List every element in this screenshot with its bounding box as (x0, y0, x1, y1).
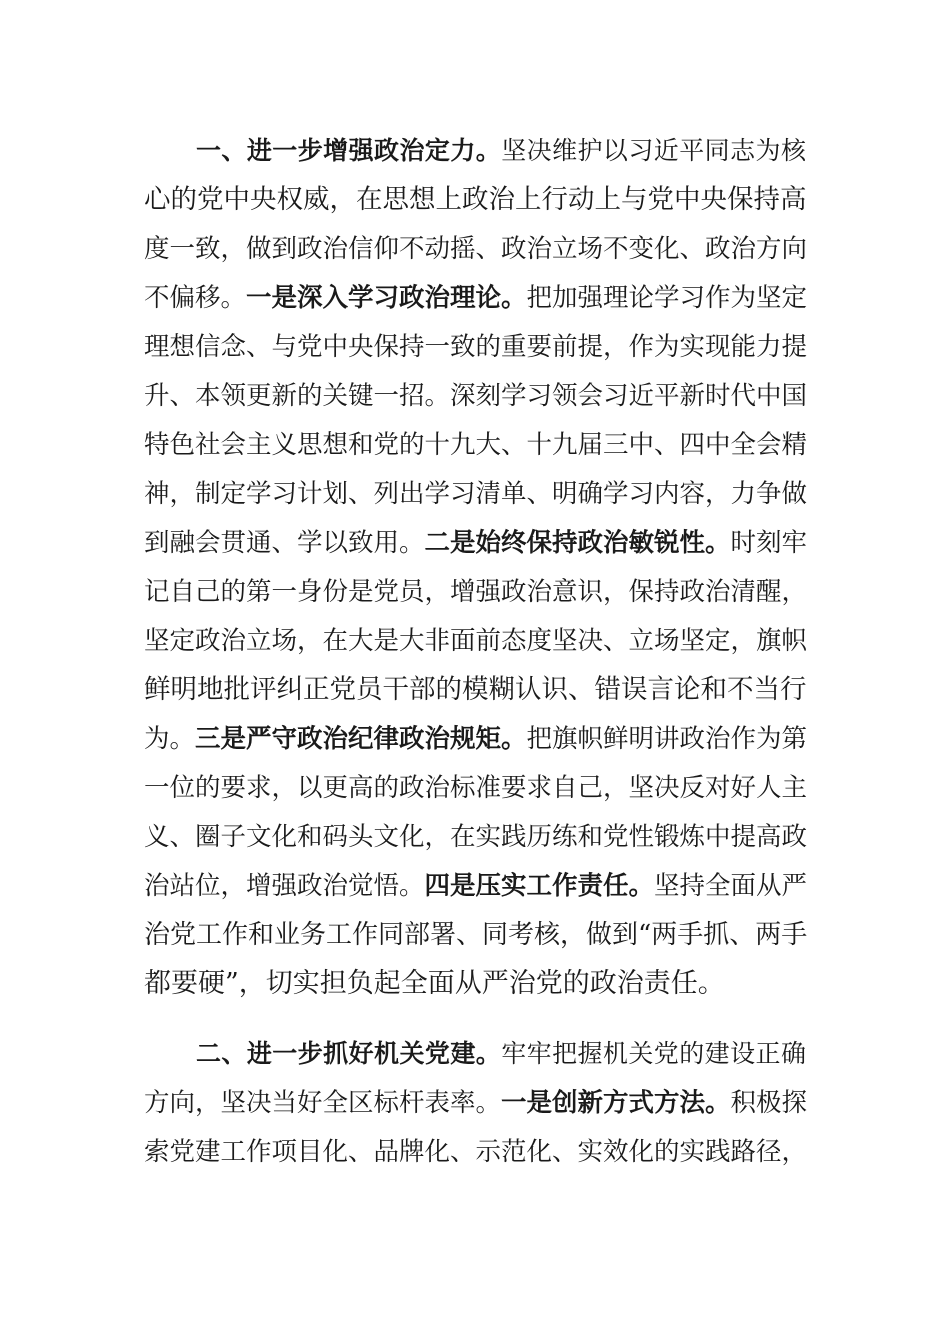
text-segment: 理想信念、与党中央保持一致的重要前提，作为实现能力提 (144, 332, 808, 362)
paragraph-1-line-6 (144, 376, 806, 416)
text-segment: 牢牢把握机关党的建设正确 (501, 1039, 806, 1068)
text-segment: 坚持全面从严 (654, 871, 808, 901)
text-segment: 把加强理论学习作为坚定 (526, 283, 808, 313)
text-segment: 为。 (144, 724, 196, 754)
text-segment: 坚定政治立场，在大是大非面前态度坚决、立场坚定，旗帜 (144, 626, 808, 656)
paragraph-2-line-1 (196, 1034, 806, 1074)
text-segment: 一位的要求，以更高的政治标准要求自己，坚决反对好人主 (144, 773, 808, 803)
text-segment: 特色社会主义思想和党的十九大、十九届三中、四中全会精 (144, 430, 808, 460)
paragraph-1-line-12 (144, 670, 806, 710)
paragraph-1-line-17 (144, 915, 806, 955)
paragraph-1-line-11 (144, 621, 806, 661)
text-segment: 治站位，增强政治觉悟。 (144, 871, 425, 901)
paragraph-1-line-9 (144, 523, 806, 563)
text-segment: 记自己的第一身份是党员，增强政治意识，保持政治清醒， (144, 577, 808, 607)
paragraph-1-line-2 (144, 180, 806, 220)
text-segment: 义、圈子文化和码头文化，在实践历练和党性锻炼中提高政 (144, 822, 808, 852)
text-segment: 升、本领更新的关键一招。深刻学习领会习近平新时代中国 (144, 381, 808, 411)
section-heading-2: 二、进一步抓好机关党建。 (196, 1039, 502, 1068)
paragraph-1-line-15 (144, 817, 806, 857)
subheading-5: 一是创新方式方法。 (501, 1088, 731, 1118)
text-segment: 积极探 (730, 1088, 808, 1118)
paragraph-1-line-3 (144, 229, 806, 269)
subheading-4: 四是压实工作责任。 (424, 871, 655, 901)
paragraph-1-line-10 (144, 572, 806, 612)
paragraph-2-line-3 (144, 1132, 806, 1172)
paragraph-1-line-13 (144, 719, 806, 759)
subheading-2: 二是始终保持政治敏锐性。 (424, 528, 731, 558)
section-heading-1: 一、进一步增强政治定力。 (196, 136, 502, 165)
text-segment: 时刻牢 (730, 528, 808, 558)
paragraph-1-line-16 (144, 866, 806, 906)
text-segment: 心的党中央权威，在思想上政治上行动上与党中央保持高 (144, 184, 807, 215)
text-segment: 把旗帜鲜明讲政治作为第 (526, 724, 808, 754)
text-segment: 方向，坚决当好全区标杆表率。 (144, 1088, 502, 1118)
paragraph-2-line-2 (144, 1083, 806, 1123)
paragraph-1-line-5 (144, 327, 806, 367)
text-segment: 神，制定学习计划、列出学习清单、明确学习内容，力争做 (144, 479, 808, 509)
paragraph-1-line-18 (144, 964, 806, 1004)
text-segment: 不偏移。 (144, 283, 247, 313)
text-segment: 坚决维护以习近平同志为核 (501, 136, 806, 165)
text-segment: 鲜明地批评纠正党员干部的模糊认识、错误言论和不当行 (144, 674, 807, 705)
paragraph-1-line-7 (144, 425, 806, 465)
paragraph-1-line-14 (144, 768, 806, 808)
subheading-3: 三是严守政治纪律政治规矩。 (195, 724, 527, 754)
text-segment: 索党建工作项目化、品牌化、示范化、实效化的实践路径， (144, 1137, 808, 1167)
paragraph-1-line-1 (196, 131, 806, 171)
paragraph-1-line-4 (144, 278, 806, 318)
paragraph-1-line-8 (144, 474, 806, 514)
text-segment: 都要硬”，切实担负起全面从严治党的政治责任。 (144, 968, 725, 999)
text-segment: 治党工作和业务工作同部署、同考核，做到“两手抓、两手 (144, 920, 808, 950)
subheading-1: 一是深入学习政治理论。 (246, 283, 527, 313)
text-segment: 到融会贯通、学以致用。 (144, 528, 425, 558)
text-segment: 度一致，做到政治信仰不动摇、政治立场不变化、政治方向 (144, 234, 808, 264)
